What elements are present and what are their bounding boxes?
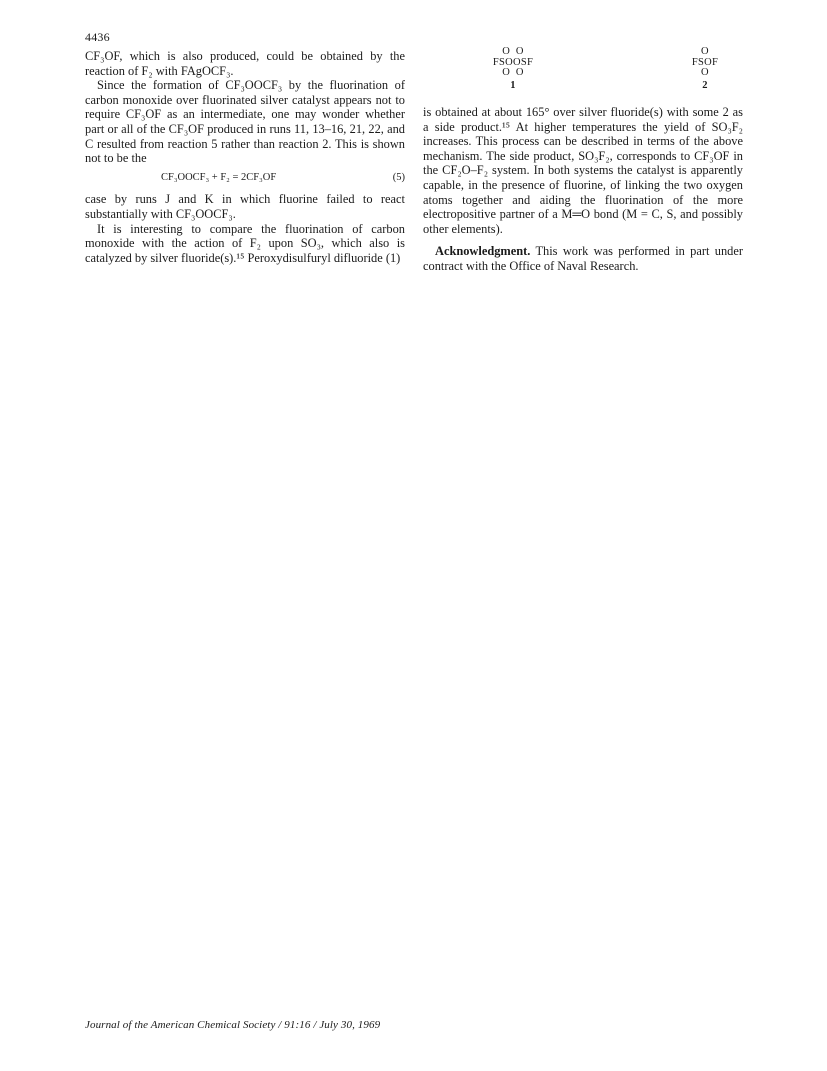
structure-label: 2 — [702, 79, 708, 91]
paragraph: It is interesting to compare the fluorination of carbon monoxide with the action of F₂ upon SO₃, which also is catalyzed by silver fluoride(s).¹⁵ Peroxydisulfuryl difluoride (1) — [85, 221, 405, 265]
structure-top-oxygens: O O — [502, 46, 524, 57]
chemical-structures — [423, 47, 743, 103]
structure-bottom-oxygen: O — [701, 67, 709, 78]
acknowledgment-text: This work was performed in part under contract with the Office of Naval Research. — [423, 244, 743, 273]
paragraph: CF₃OF, which is also produced, could be obtained by the reaction of F₂ with FAgOCF₃. — [85, 49, 405, 78]
structure-peroxydisulfuryl-difluoride — [483, 47, 543, 91]
equation-5 — [85, 171, 405, 186]
equation-text: CF₃OOCF₃ + F₂ = 2CF₃OF — [161, 171, 277, 183]
acknowledgment — [423, 244, 743, 273]
paragraph: case by runs J and K in which fluorine failed to react substantially with CF₃OOCF₃. — [85, 192, 405, 221]
paragraph: Since the formation of CF₃OOCF₃ by the fluorination of carbon monoxide over fluorinated silver catalyst appears not to require CF₃OF as an intermediate, one may wonder whether part or all of the CF₃OF produced in runs 11, 13–16, 21, 22, and C resulted from reaction 5 rather than reaction 2. This is shown not to be the — [85, 78, 405, 166]
structure-bottom-oxygens: O O — [502, 67, 524, 78]
equation-number: (5) — [392, 171, 405, 183]
structure-formula: FSOOSF — [492, 56, 534, 68]
structure-top-oxygen: O — [701, 46, 709, 57]
paragraph: is obtained at about 165° over silver fluoride(s) with some 2 as a side product.¹⁵ At higher temperatures the yield of SO₃F₂ increases. This process can be described in terms of the above mechanism. The side product, SO₃F₂, corresponds to CF₃OF in the CF₂O–F₂ system. In both systems the catalyst is apparently capable, in the presence of fluorine, of linking the two oxygen atoms together and aiding the fluorination of the more electropositive partner of a M═O bond (M = C, S, and possibly other elements). — [423, 105, 743, 236]
structure-fluorine-fluorosulfonate — [685, 47, 725, 91]
structure-label: 1 — [510, 79, 516, 91]
acknowledgment-heading: Acknowledgment. — [435, 244, 531, 259]
page-number: 4436 — [85, 30, 110, 44]
structure-formula: FSOF — [691, 56, 719, 68]
journal-footer: Journal of the American Chemical Society / 91:16 / July 30, 1969 — [85, 1019, 381, 1031]
right-column — [423, 105, 743, 274]
left-column — [85, 49, 405, 265]
